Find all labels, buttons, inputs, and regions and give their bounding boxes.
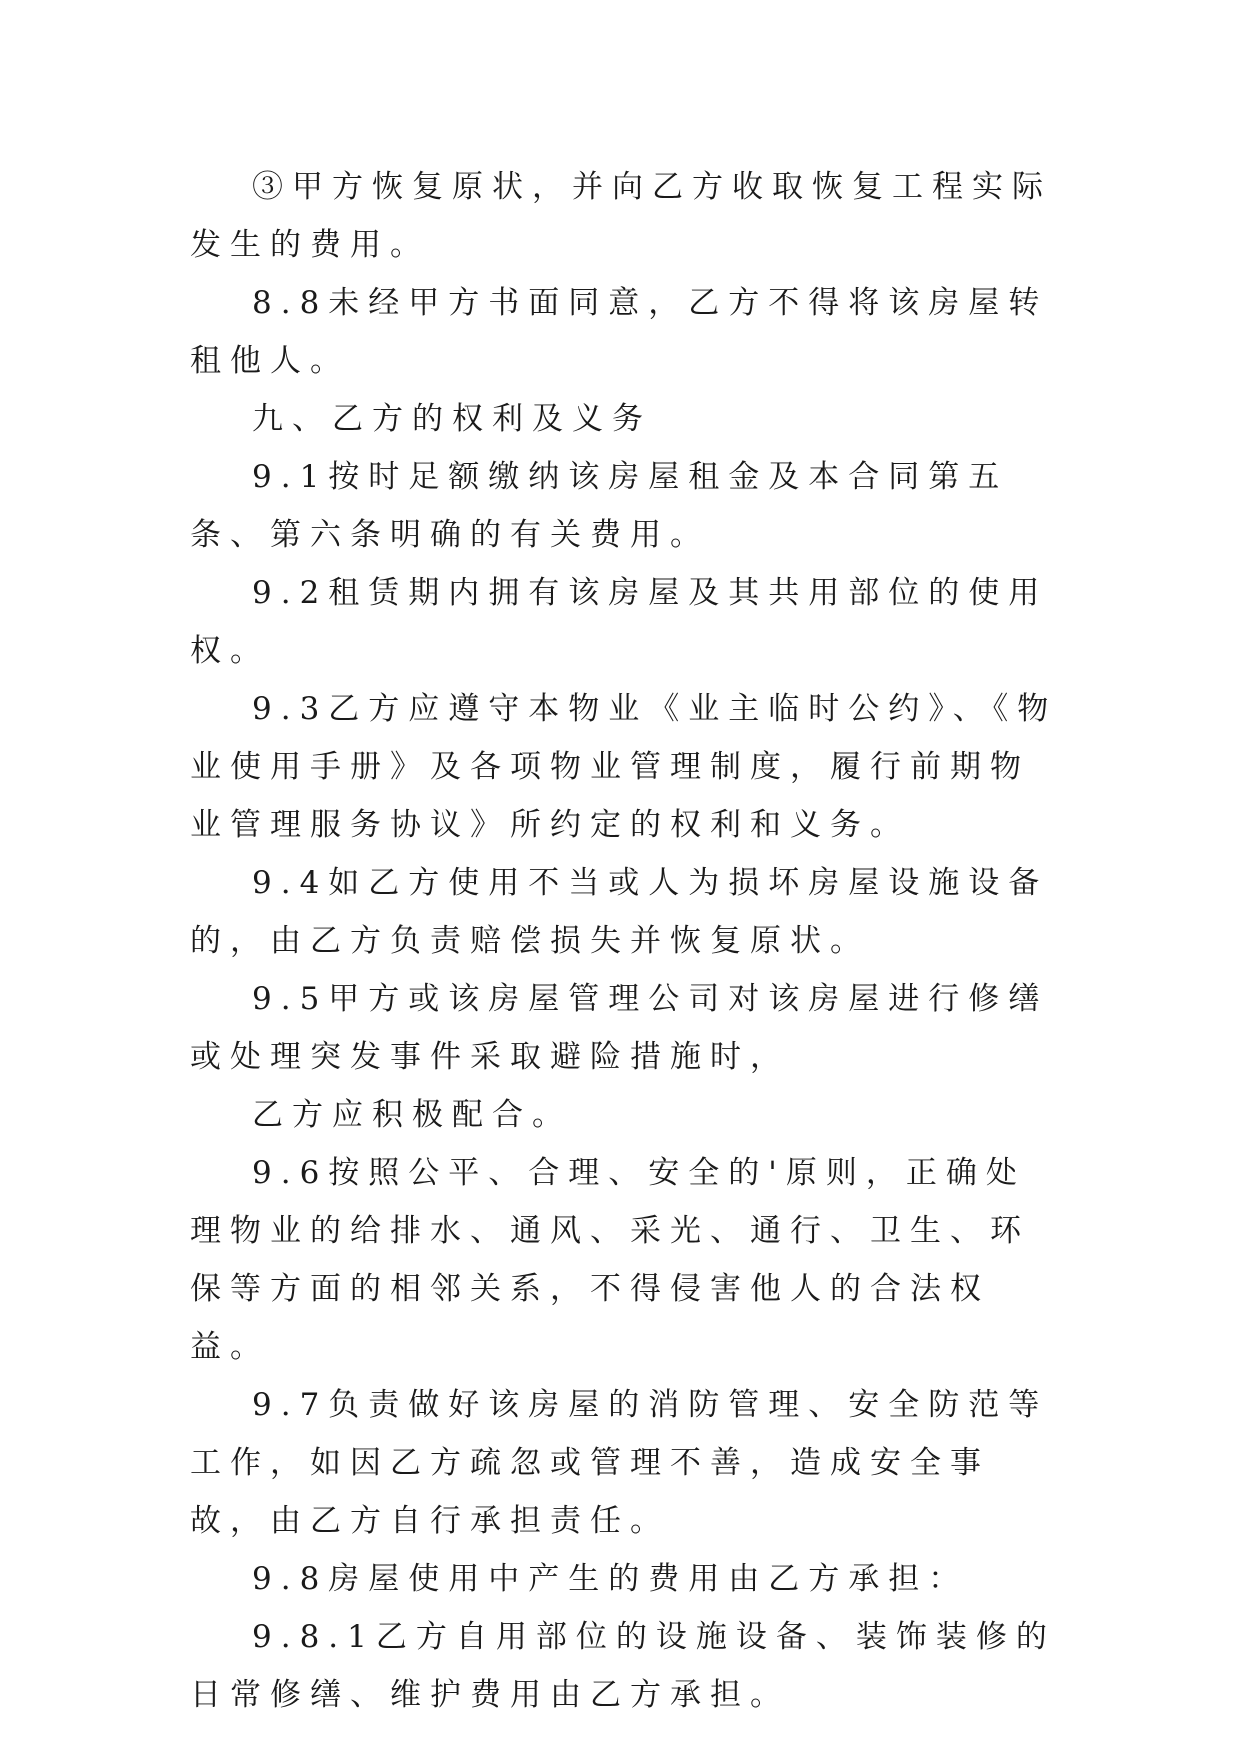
paragraph-9-2: 9.2租赁期内拥有该房屋及其共用部位的使用权。 xyxy=(190,575,1049,669)
paragraph-9-8: 9.8房屋使用中产生的费用由乙方承担： xyxy=(252,1561,969,1597)
paragraph-9-1: 9.1按时足额缴纳该房屋租金及本合同第五条、第六条明确的有关费用。 xyxy=(190,459,1009,553)
paragraph-9-5-continued: 乙方应积极配合。 xyxy=(252,1097,572,1133)
section-heading-9: 九、乙方的权利及义务 xyxy=(252,401,652,437)
paragraph-9-7: 9.7负责做好该房屋的消防管理、安全防范等工作，如因乙方疏忽或管理不善，造成安全事故，由乙方自行承担责任。 xyxy=(190,1387,1049,1539)
paragraph-8-8: 8.8未经甲方书面同意，乙方不得将该房屋转租他人。 xyxy=(190,285,1049,379)
paragraph-9-6: 9.6按照公平、合理、安全的'原则，正确处理物业的给排水、通风、采光、通行、卫生、环保等方面的相邻关系，不得侵害他人的合法权益。 xyxy=(190,1155,1030,1365)
document-body xyxy=(190,158,1062,1724)
paragraph-9-3: 9.3乙方应遵守本物业《业主临时公约》、《物业使用手册》及各项物业管理制度，履行前期物业管理服务协议》所约定的权利和义务。 xyxy=(190,691,1058,843)
paragraph-9-5: 9.5甲方或该房屋管理公司对该房屋进行修缮或处理突发事件采取避险措施时， xyxy=(190,981,1049,1075)
paragraph-9-8-1: 9.8.1乙方自用部位的设施设备、装饰装修的日常修缮、维护费用由乙方承担。 xyxy=(190,1619,1056,1713)
paragraph-9-4: 9.4如乙方使用不当或人为损坏房屋设施设备的，由乙方负责赔偿损失并恢复原状。 xyxy=(190,865,1049,959)
paragraph-restore-original: ③甲方恢复原状，并向乙方收取恢复工程实际发生的费用。 xyxy=(190,169,1052,263)
